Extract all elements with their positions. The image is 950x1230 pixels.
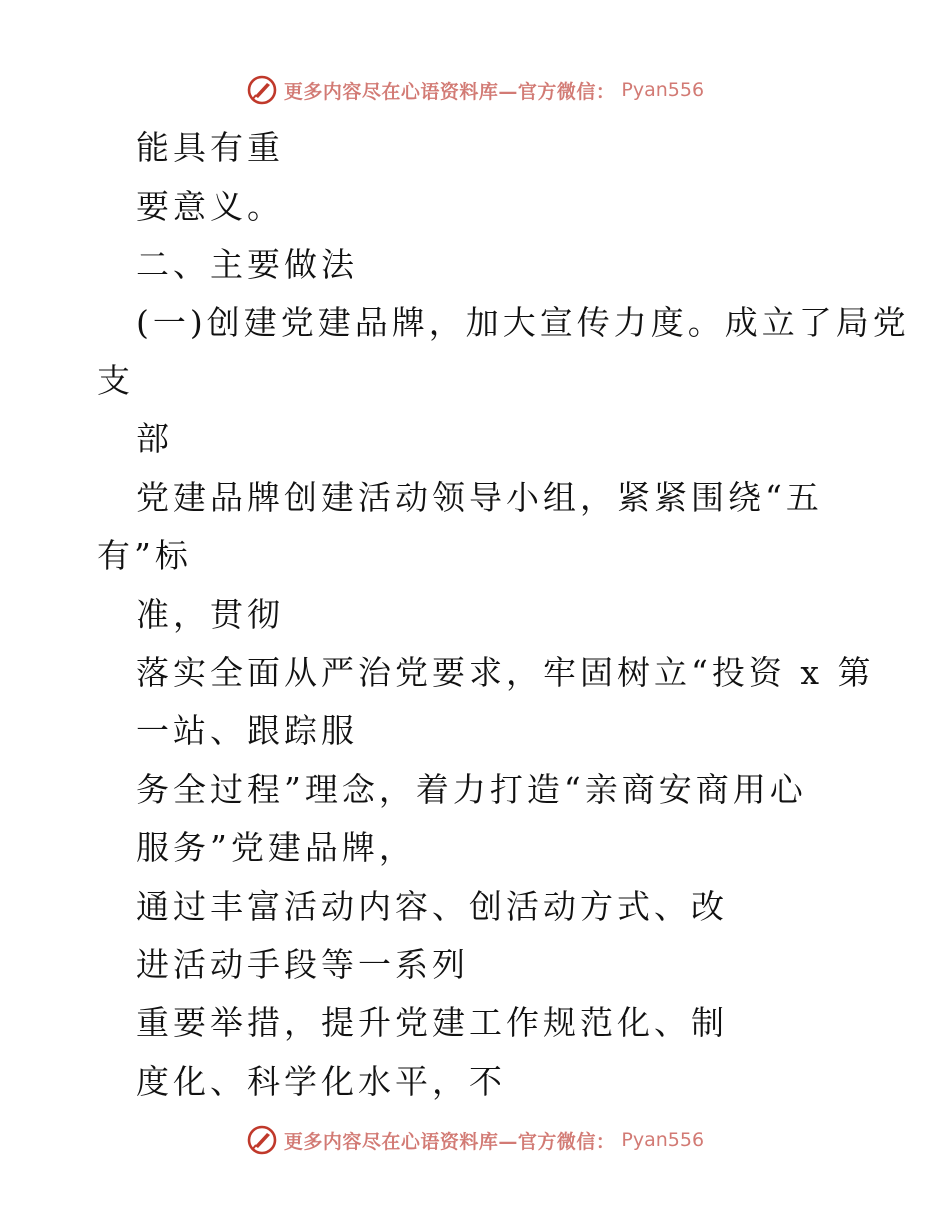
text-line: 党建品牌创建活动领导小组，紧紧围绕“五 xyxy=(136,478,823,517)
text-line: 进活动手段等一系列 xyxy=(136,945,469,984)
text-line: 要意义。 xyxy=(136,187,284,226)
text-line: 务全过程”理念，着力打造“亲商安商用心 xyxy=(136,770,807,809)
quill-pen-icon xyxy=(246,1124,278,1156)
wechat-id: Pyan556 xyxy=(621,1129,705,1151)
text-line: 重要举措，提升党建工作规范化、制 xyxy=(136,1003,728,1042)
text-line: 能具有重 xyxy=(136,128,284,167)
text-line: (一)创建党建品牌，加大宣传力度。成立了局党 xyxy=(136,303,910,342)
section-heading: 二、主要做法 xyxy=(136,245,358,284)
text-line: 一站、跟踪服 xyxy=(136,711,358,750)
header-banner xyxy=(0,70,950,110)
wechat-id: Pyan556 xyxy=(621,79,705,101)
text-line: 落实全面从严治党要求，牢固树立“投资 x 第 xyxy=(136,653,875,692)
quill-pen-icon xyxy=(246,74,278,106)
text-line: 服务”党建品牌， xyxy=(136,828,416,867)
text-line: 有”标 xyxy=(97,536,192,575)
text-line: 通过丰富活动内容、创活动方式、改 xyxy=(136,887,728,926)
text-line: 支 xyxy=(97,361,134,400)
banner-text: 更多内容尽在心语资料库—官方微信： xyxy=(283,1130,616,1153)
footer-banner xyxy=(0,1120,950,1160)
banner-text: 更多内容尽在心语资料库—官方微信： xyxy=(283,80,616,103)
text-line: 度化、科学化水平，不 xyxy=(136,1062,506,1101)
text-line: 准，贯彻 xyxy=(136,595,284,634)
text-line: 部 xyxy=(136,419,173,458)
